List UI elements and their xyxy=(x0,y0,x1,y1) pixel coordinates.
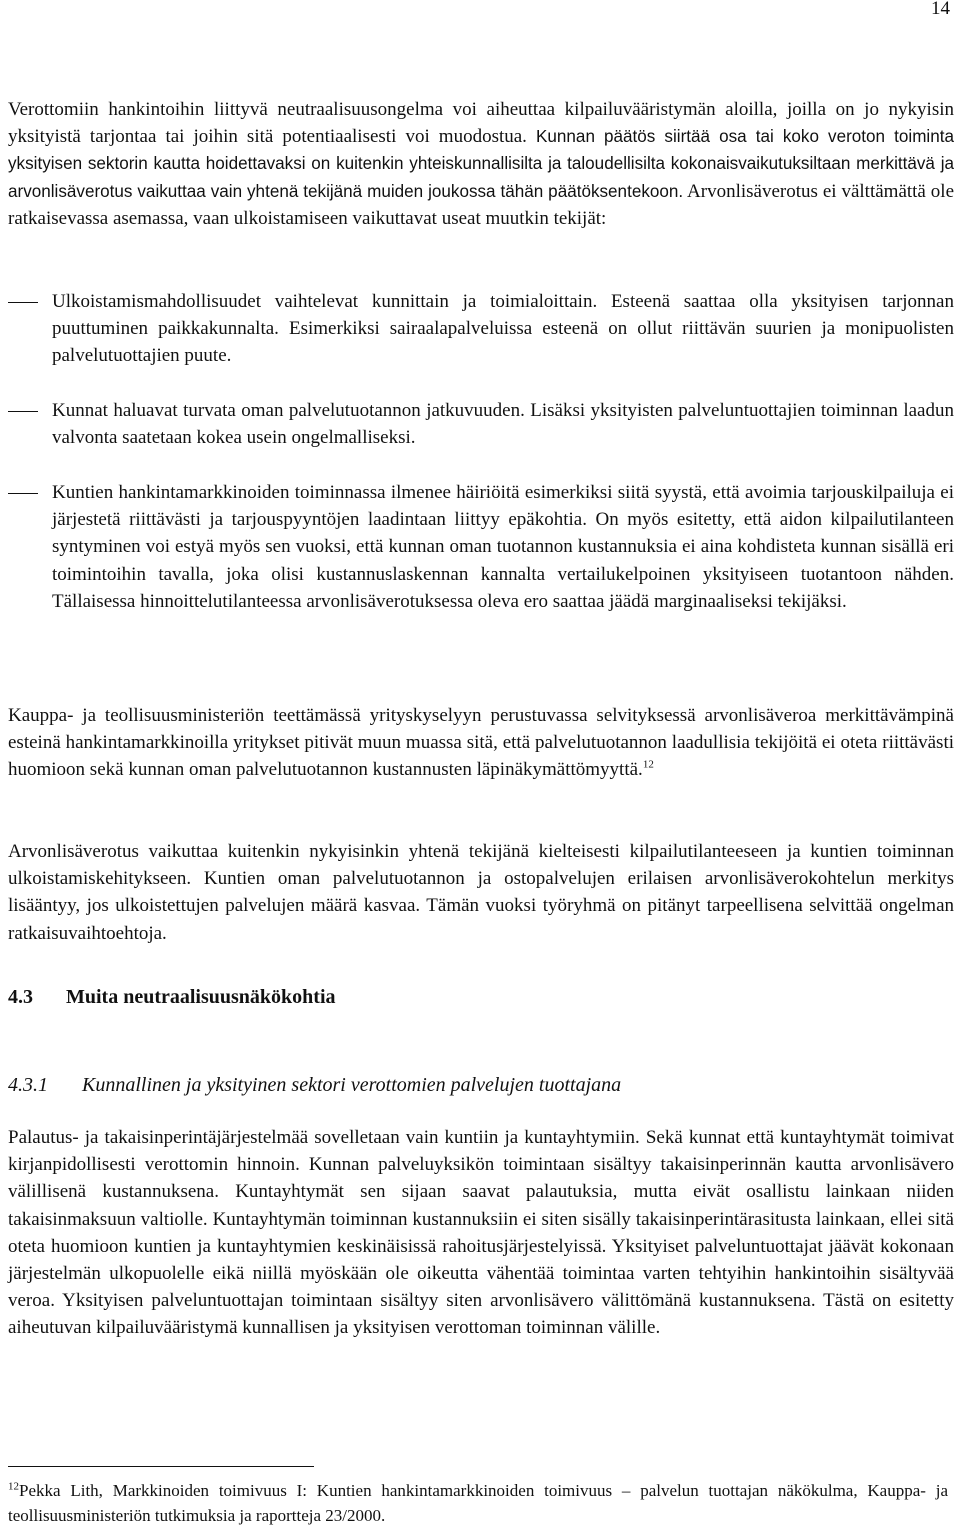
paragraph-intro-tail: Arvonlisäverotus ei välttämättä ole ratkaisevassa asemassa, vaan ulkoistamiseen vaikuttavat useat muutkin tekijät: xyxy=(8,180,955,229)
paragraph-intro xyxy=(8,96,954,232)
section-number: 4.3 xyxy=(8,986,33,1008)
section-title: Muita neutraalisuusnäkökohtia xyxy=(66,986,336,1008)
footnote-separator xyxy=(8,1466,314,1467)
bullet-dash-2 xyxy=(8,411,38,412)
bullet-dash-1 xyxy=(8,302,38,303)
subsection-number: 4.3.1 xyxy=(8,1074,48,1096)
paragraph-intro-sans-text: Kunnan päätös siirtää osa tai koko veroton toiminta yksityisen sektorin kautta hoidettavaksi on kuitenkin yhteiskunnallisilta ja taloudellisilta kokonaisvaikutuksiltaan merkittävä ja arvonlisäverotus vaikuttaa vain yhtenä tekijänä muiden joukossa tähän päätöksentekoon. xyxy=(8,127,954,201)
footnote-reference[interactable]: 12 xyxy=(642,759,654,772)
subsection-title: Kunnallinen ja yksityinen sektori verottomien palvelujen tuottajana xyxy=(82,1074,622,1096)
paragraph-survey xyxy=(8,702,954,784)
paragraph-refund-system: Palautus- ja takaisinperintäjärjestelmää sovelletaan vain kuntiin ja kuntayhtymiin. Sekä kunnat että kuntayhtymät toimivat kirjanpidollisesti verottomin hinnoin. Kunnan palveluyksikön toimintaan sisältyy takaisinperinnän kautta arvonlisävero välillisenä kustannuksena. Kuntayhtymät sen sijaan saavat palautuksia, mutta eivät osallistu lainkaan niiden takaisinmaksuun valtiolle. Kuntayhtymän toiminnan kustannuksiin ei siten sisälly takaisinperintärasitusta lainkaan, ellei sitä oteta huomioon kuntien ja kuntayhtymien keskinäisissä rahoitusjärjestelyissä. Yksityiset palveluntuottajat jäävät kokonaan järjestelmän ulkopuolelle eikä niillä myöskään ole oikeutta vähentää toimintaa varten tehtyihin hankintoihin sisältyvää veroa. Yksityisen palveluntuottajan toimintaan sisältyy siten arvonlisävero välittömänä kustannuksena. Tästä on esitetty aiheutuvan kilpailuvääristymä kunnallisen ja yksityisen verottoman toiminnan välille. xyxy=(8,1127,954,1339)
paragraph-intro-text: Verottomiin hankintoihin liittyvä neutraalisuusongelma voi aiheuttaa kilpailuvääristymän aloilla, joilla on jo nykyisin yksityistä tarjontaa tai joihin sitä potentiaalisesti voi muodostua. xyxy=(8,99,954,148)
footnote-number: 12 xyxy=(8,1480,19,1493)
footnote xyxy=(8,1478,948,1528)
bullet-item-2: Kunnat haluavat turvata oman palvelutuotannon jatkuvuuden. Lisäksi yksityisten palveluntuottajien toiminnan laadun valvonta saatetaan kokea usein ongelmalliseksi. xyxy=(52,400,954,449)
paragraph-survey-text: Kauppa- ja teollisuusministeriön teettämässä yrityskyselyyn perustuvassa selvityksessä arvonlisäveroa merkittävämpinä esteinä hankintamarkkinoilla yritykset pitivät muun muassa sitä, että palvelutuotannon laadullisia tekijöitä ei oteta riittävästi huomioon sekä kunnan oman palvelutuotannon kustannusten läpinäkymättömyyttä. xyxy=(8,705,954,781)
page-number: 14 xyxy=(931,0,950,19)
footnote-text: Pekka Lith, Markkinoiden toimivuus I: Kuntien hankintamarkkinoiden toimivuus – palvelun tuottajan näkökulma, Kauppa- ja teollisuusministeriön tutkimuksia ja raportteja 23/2000. xyxy=(8,1481,948,1525)
paragraph-vat-effect: Arvonlisäverotus vaikuttaa kuitenkin nykyisinkin yhtenä tekijänä kielteisesti kilpailutilanteeseen ja kuntien toiminnan ulkoistamiskehitykseen. Kuntien oman palvelutuotannon ja ostopalvelujen erilaisen arvonlisäverokohtelun merkitys lisääntyy, jos ulkoistettujen palvelujen määrä kasvaa. Tämän vuoksi työryhmä on pitänyt tarpeellisena selvittää ongelman ratkaisuvaihtoehtoja. xyxy=(8,841,954,944)
subsection-heading xyxy=(8,1074,621,1097)
bullet-dash-3 xyxy=(8,493,38,494)
bullet-item-1: Ulkoistamismahdollisuudet vaihtelevat kunnittain ja toimialoittain. Esteenä saattaa olla yksityisen tarjonnan puuttuminen paikkakunnalta. Esimerkiksi sairaalapalveluissa esteenä on ollut riittävän suurien ja monipuolisten palvelutuottajien puute. xyxy=(52,291,954,367)
section-heading xyxy=(8,986,336,1009)
bullet-item-3: Kuntien hankintamarkkinoiden toiminnassa ilmenee häiriöitä esimerkiksi siitä syystä, että avoimia tarjouskilpailuja ei järjestetä riittävästi ja tarjouspyyntöjen laadintaan liittyy epäkohtia. On myös esitetty, että aidon kilpailutilanteen syntyminen voi estyä myös sen vuoksi, että kunnan oman tuotannon kustannuksia ei aina kohdisteta kunnan sisällä eri toimintoihin tavalla, joka olisi kustannuslaskennan kannalta vertailukelpoinen yksityiseen tuotantoon nähden. Tällaisessa hinnoittelutilanteessa arvonlisäverotuksessa oleva ero saattaa jäädä marginaaliseksi tekijäksi. xyxy=(52,482,954,612)
